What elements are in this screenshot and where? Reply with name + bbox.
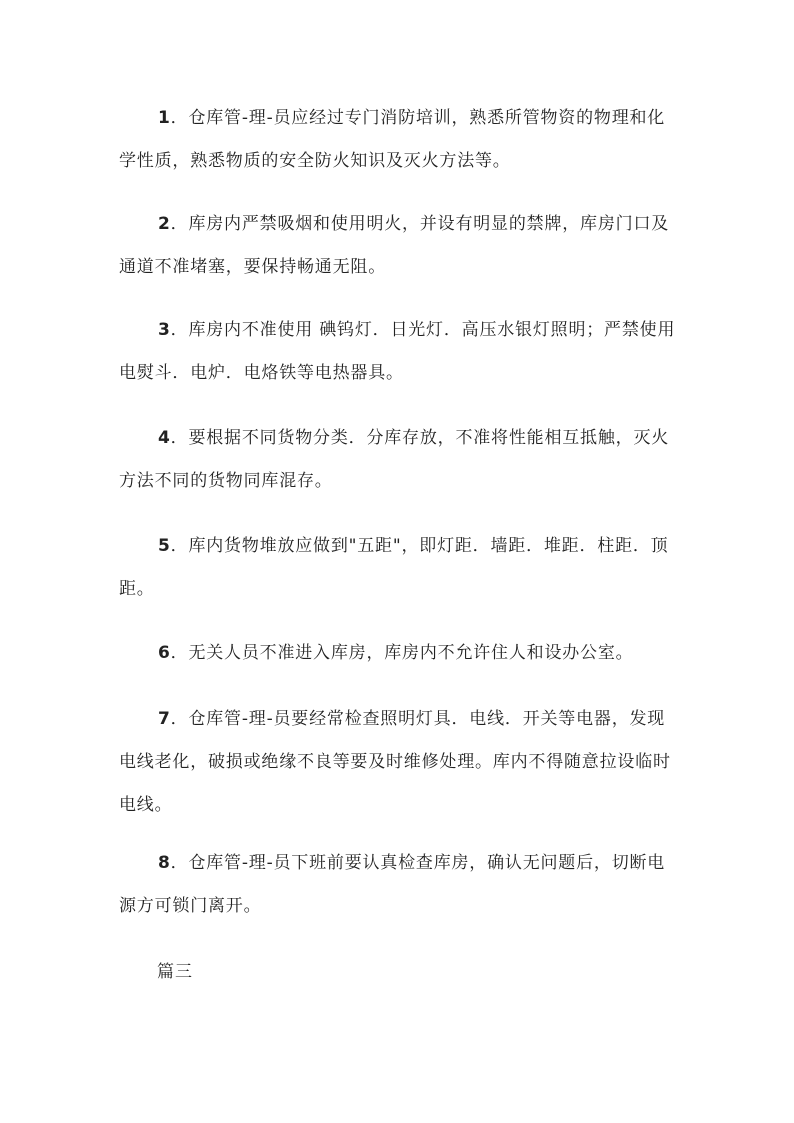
section-label: 篇三 <box>157 962 193 982</box>
paragraph-number: 5 <box>158 536 171 556</box>
paragraph-number: 3 <box>158 320 171 340</box>
paragraph-3 <box>119 309 679 395</box>
paragraph-text: ．要根据不同货物分类．分库存放，不准将性能相互抵触，灭火方法不同的货物同库混存。 <box>119 428 670 491</box>
paragraph-number: 6 <box>158 643 171 663</box>
paragraph-7 <box>119 698 679 827</box>
paragraph-number: 7 <box>158 709 171 729</box>
paragraph-2 <box>119 203 679 289</box>
paragraph-number: 8 <box>158 853 171 873</box>
paragraph-text: ．库房内严禁吸烟和使用明火，并设有明显的禁牌，库房门口及通道不准堵塞，要保持畅通无阻。 <box>119 214 670 277</box>
paragraph-5 <box>119 525 679 611</box>
paragraph-text: ．库内货物堆放应做到"五距"，即灯距．墙距．堆距．柱距．顶距。 <box>119 536 669 599</box>
paragraph-text: ．仓库管-理-员应经过专门消防培训，熟悉所管物资的物理和化学性质，熟悉物质的安全防火知识及灭火方法等。 <box>119 108 666 171</box>
paragraph-8 <box>119 842 679 928</box>
paragraph-1 <box>119 97 679 183</box>
paragraph-number: 2 <box>158 214 171 234</box>
paragraph-number: 4 <box>158 428 171 448</box>
paragraph-6 <box>119 632 679 675</box>
paragraph-text: ．库房内不准使用 碘钨灯．日光灯．高压水银灯照明；严禁使用电熨斗．电炉．电烙铁等电热器具。 <box>119 320 676 383</box>
paragraph-4 <box>119 417 679 503</box>
paragraph-number: 1 <box>158 108 171 128</box>
paragraph-text: ．无关人员不准进入库房，库房内不允许住人和设办公室。 <box>170 643 634 663</box>
paragraph-text: ．仓库管-理-员要经常检查照明灯具．电线．开关等电器，发现电线老化，破损或绝缘不良等要及时维修处理。库内不得随意拉设临时电线。 <box>119 709 671 815</box>
paragraph-text: ．仓库管-理-员下班前要认真检查库房，确认无问题后，切断电源方可锁门离开。 <box>119 853 666 916</box>
